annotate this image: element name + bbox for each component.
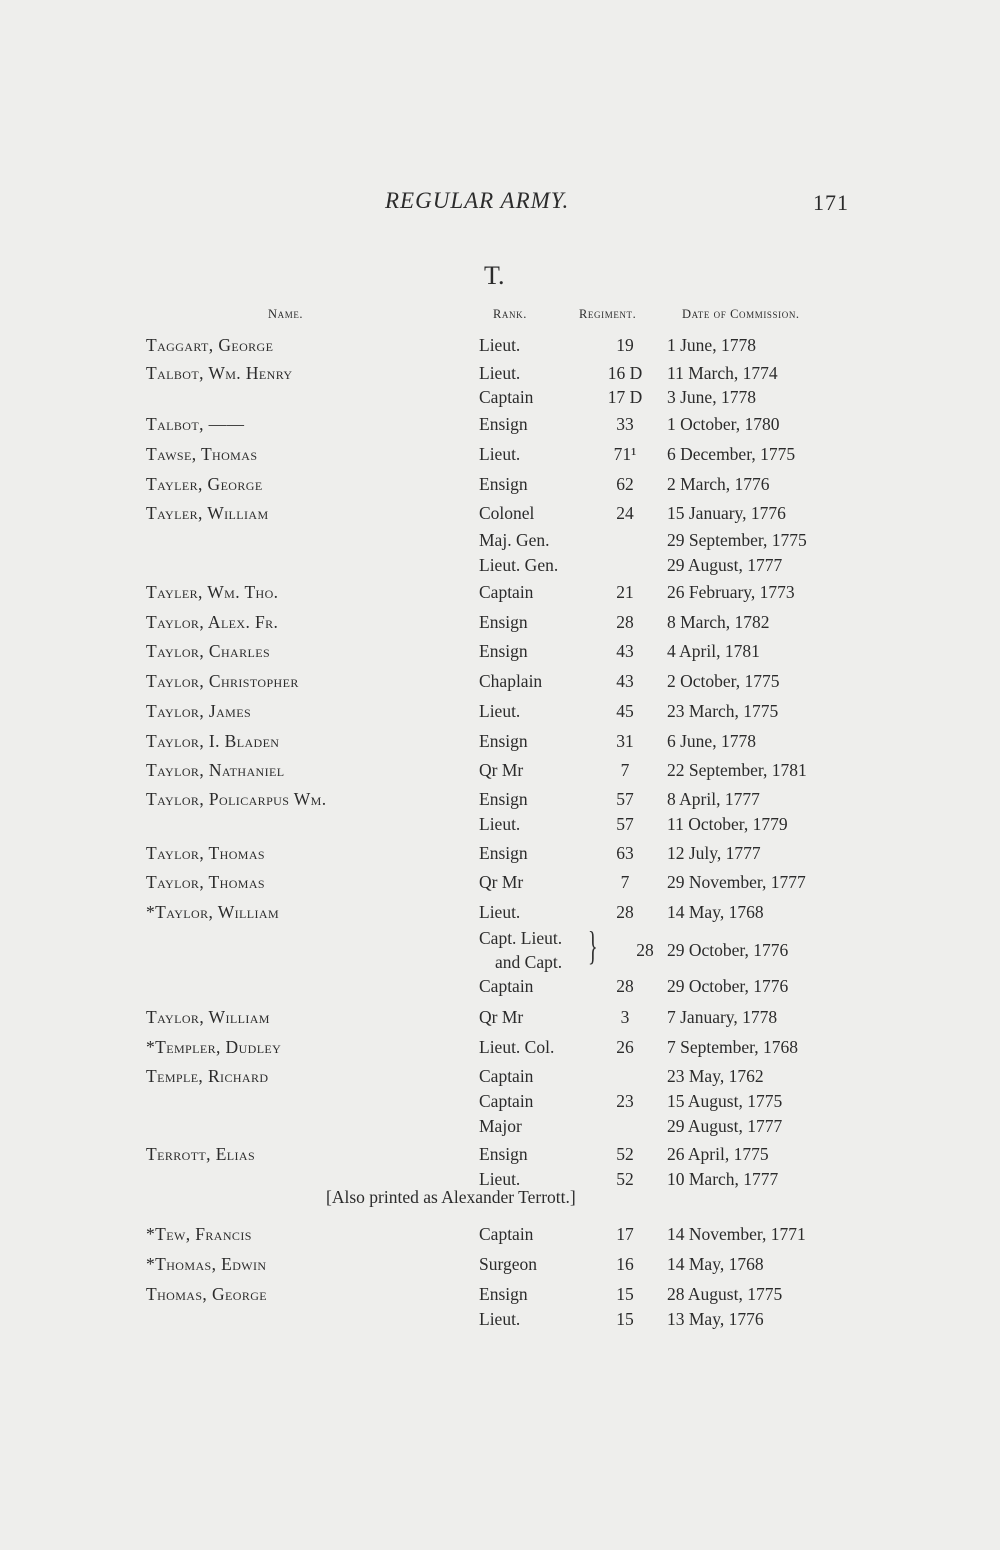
officer-rank: Ensign	[479, 414, 528, 434]
alias-note: [Also printed as Alexander Terrott.]	[326, 1187, 576, 1207]
officer-rank: Major	[479, 1116, 522, 1136]
officer-name: Tayler, Wm. Tho.	[146, 582, 279, 602]
table-row	[0, 530, 1000, 556]
officer-rank: Ensign	[479, 1144, 528, 1164]
officer-regiment: 17	[616, 1224, 634, 1244]
table-row	[0, 872, 1000, 898]
table-row	[0, 555, 1000, 581]
table-row	[0, 976, 1000, 1002]
table-row	[0, 1284, 1000, 1310]
table-row	[0, 641, 1000, 667]
officer-name: Taylor, James	[146, 701, 252, 721]
commission-date: 14 November, 1771	[667, 1224, 806, 1244]
officer-name: Taylor, I. Bladen	[146, 731, 280, 751]
table-row	[0, 760, 1000, 786]
officer-name: Terrott, Elias	[146, 1144, 256, 1164]
officer-name: *Tew, Francis	[146, 1224, 252, 1244]
officer-rank: Lieut. Gen.	[479, 555, 559, 575]
officer-regiment: 31	[616, 731, 634, 751]
column-header-date: Date of Commission.	[682, 307, 800, 321]
officer-rank: Captain	[479, 976, 534, 996]
table-row	[0, 387, 1000, 413]
commission-date: 22 September, 1781	[667, 760, 807, 780]
commission-date: 10 March, 1777	[667, 1169, 779, 1189]
officer-rank: Captain	[479, 1091, 534, 1111]
officer-regiment: 28	[636, 940, 654, 960]
commission-date: 29 August, 1777	[667, 555, 783, 575]
officer-rank	[479, 926, 562, 974]
commission-date: 3 June, 1778	[667, 387, 756, 407]
officer-rank: Captain	[479, 1066, 534, 1086]
table-row	[0, 612, 1000, 638]
officer-rank: Maj. Gen.	[479, 530, 550, 550]
commission-date: 2 March, 1776	[667, 474, 770, 494]
officer-regiment: 3	[620, 1007, 630, 1027]
commission-date: 26 February, 1773	[667, 582, 795, 602]
officer-regiment: 16	[616, 1254, 634, 1274]
officer-regiment: 28	[616, 976, 634, 996]
commission-date: 14 May, 1768	[667, 902, 764, 922]
officer-rank: Surgeon	[479, 1254, 538, 1274]
officer-rank: Chaplain	[479, 671, 543, 691]
table-row	[0, 671, 1000, 697]
officer-rank: Ensign	[479, 731, 528, 751]
commission-date: 8 April, 1777	[667, 789, 760, 809]
brace-mark: }	[588, 923, 598, 968]
commission-date: 6 June, 1778	[667, 731, 756, 751]
officer-name: Taylor, Alex. Fr.	[146, 612, 279, 632]
officer-rank: Qr Mr	[479, 760, 524, 780]
officer-name: Taylor, Thomas	[146, 843, 265, 863]
officer-regiment: 28	[616, 612, 634, 632]
running-title: REGULAR ARMY.	[385, 188, 570, 213]
officer-name: Thomas, George	[146, 1284, 268, 1304]
officer-name: Taylor, Thomas	[146, 872, 265, 892]
officer-regiment: 52	[616, 1169, 634, 1189]
table-row	[0, 1254, 1000, 1280]
officer-regiment: 16 D	[607, 363, 643, 383]
officer-rank: Lieut.	[479, 814, 521, 834]
officer-rank: Lieut.	[479, 701, 521, 721]
commission-date: 8 March, 1782	[667, 612, 770, 632]
officer-regiment: 15	[616, 1284, 634, 1304]
rank-line-1: Capt. Lieut.	[479, 928, 563, 948]
officer-rank: Lieut. Col.	[479, 1037, 555, 1057]
officer-name: Taylor, William	[146, 1007, 270, 1027]
table-row	[0, 474, 1000, 500]
commission-date: 14 May, 1768	[667, 1254, 764, 1274]
commission-date: 7 January, 1778	[667, 1007, 778, 1027]
officer-name: *Thomas, Edwin	[146, 1254, 267, 1274]
commission-date: 29 November, 1777	[667, 872, 806, 892]
officer-name: Tawse, Thomas	[146, 444, 258, 464]
officer-regiment: 62	[616, 474, 634, 494]
table-row	[0, 414, 1000, 440]
commission-date: 12 July, 1777	[667, 843, 761, 863]
officer-rank: Ensign	[479, 1284, 528, 1304]
table-row	[0, 1309, 1000, 1335]
officer-name: Tayler, William	[146, 503, 269, 523]
page-number: 171	[813, 190, 849, 215]
officer-regiment: 45	[616, 701, 634, 721]
commission-date: 26 April, 1775	[667, 1144, 769, 1164]
commission-date: 15 January, 1776	[667, 503, 786, 523]
commission-date: 29 October, 1776	[667, 976, 789, 996]
officer-rank: Lieut.	[479, 363, 521, 383]
commission-date: 15 August, 1775	[667, 1091, 783, 1111]
officer-rank: Qr Mr	[479, 1007, 524, 1027]
commission-date: 28 August, 1775	[667, 1284, 783, 1304]
table-row	[0, 1224, 1000, 1250]
column-header-regiment: Regiment.	[579, 307, 637, 321]
table-row	[0, 1144, 1000, 1170]
commission-date: 2 October, 1775	[667, 671, 780, 691]
table-row	[0, 1007, 1000, 1033]
officer-regiment: 24	[616, 503, 634, 523]
commission-date: 11 October, 1779	[667, 814, 788, 834]
officer-regiment: 33	[616, 414, 634, 434]
officer-name: Temple, Richard	[146, 1066, 269, 1086]
officer-rank: Colonel	[479, 503, 535, 523]
running-head	[0, 188, 1000, 218]
table-row	[0, 335, 1000, 361]
section-letter: T.	[484, 261, 505, 290]
column-header-rank: Rank.	[493, 307, 527, 321]
commission-date: 4 April, 1781	[667, 641, 760, 661]
table-row	[0, 1091, 1000, 1117]
commission-date: 6 December, 1775	[667, 444, 796, 464]
officer-rank: Lieut.	[479, 335, 521, 355]
officer-regiment: 17 D	[607, 387, 643, 407]
officer-name: Taggart, George	[146, 335, 274, 355]
officer-name: Taylor, Policarpus Wm.	[146, 789, 327, 809]
officer-regiment: 7	[620, 872, 630, 892]
officer-rank: Lieut.	[479, 444, 521, 464]
commission-date: 23 May, 1762	[667, 1066, 764, 1086]
commission-date: 1 October, 1780	[667, 414, 780, 434]
rank-line-2: and Capt.	[495, 952, 563, 972]
officer-regiment: 63	[616, 843, 634, 863]
officer-regiment: 26	[616, 1037, 634, 1057]
commission-date: 1 June, 1778	[667, 335, 756, 355]
officer-regiment: 57	[616, 814, 634, 834]
table-row	[0, 444, 1000, 470]
officer-regiment: 52	[616, 1144, 634, 1164]
officer-rank: Captain	[479, 387, 534, 407]
officer-rank: Lieut.	[479, 902, 521, 922]
officer-name: Taylor, Nathaniel	[146, 760, 285, 780]
officer-rank: Lieut.	[479, 1309, 521, 1329]
column-header-name: Name.	[268, 307, 304, 321]
officer-rank: Captain	[479, 1224, 534, 1244]
table-row	[0, 843, 1000, 869]
officer-name: Talbot, ——	[146, 414, 245, 434]
officer-rank: Ensign	[479, 789, 528, 809]
officer-rank: Qr Mr	[479, 872, 524, 892]
officer-regiment: 43	[616, 671, 634, 691]
officer-regiment: 7	[620, 760, 630, 780]
table-row	[0, 902, 1000, 928]
table-row	[0, 363, 1000, 389]
officer-rank: Ensign	[479, 474, 528, 494]
officer-name: *Taylor, William	[146, 902, 280, 922]
table-row	[0, 701, 1000, 727]
officer-regiment: 15	[616, 1309, 634, 1329]
commission-date: 29 September, 1775	[667, 530, 807, 550]
commission-date: 11 March, 1774	[667, 363, 778, 383]
officer-regiment: 21	[616, 582, 634, 602]
officer-rank: Lieut.	[479, 1169, 521, 1189]
table-row	[0, 1037, 1000, 1063]
table-row	[0, 1066, 1000, 1092]
commission-date: 13 May, 1776	[667, 1309, 764, 1329]
officer-rank: Captain	[479, 582, 534, 602]
commission-date: 23 March, 1775	[667, 701, 779, 721]
table-row	[0, 923, 1000, 972]
table-row	[0, 503, 1000, 529]
officer-regiment: 43	[616, 641, 634, 661]
officer-regiment: 71¹	[613, 444, 637, 464]
officer-rank: Ensign	[479, 612, 528, 632]
officer-name: Taylor, Charles	[146, 641, 271, 661]
officer-regiment: 57	[616, 789, 634, 809]
officer-name: Taylor, Christopher	[146, 671, 299, 691]
officer-name: *Templer, Dudley	[146, 1037, 282, 1057]
table-row	[0, 1116, 1000, 1142]
table-row	[0, 789, 1000, 815]
commission-date: 29 October, 1776	[667, 940, 789, 960]
commission-date: 7 September, 1768	[667, 1037, 799, 1057]
officer-regiment: 23	[616, 1091, 634, 1111]
officer-rank: Ensign	[479, 641, 528, 661]
table-row	[0, 582, 1000, 608]
table-row	[0, 814, 1000, 840]
commission-date: 29 August, 1777	[667, 1116, 783, 1136]
officer-regiment: 19	[616, 335, 634, 355]
table-row	[0, 731, 1000, 757]
officer-name: Talbot, Wm. Henry	[146, 363, 293, 383]
officer-name: Tayler, George	[146, 474, 263, 494]
officer-regiment: 28	[616, 902, 634, 922]
officer-rank: Ensign	[479, 843, 528, 863]
